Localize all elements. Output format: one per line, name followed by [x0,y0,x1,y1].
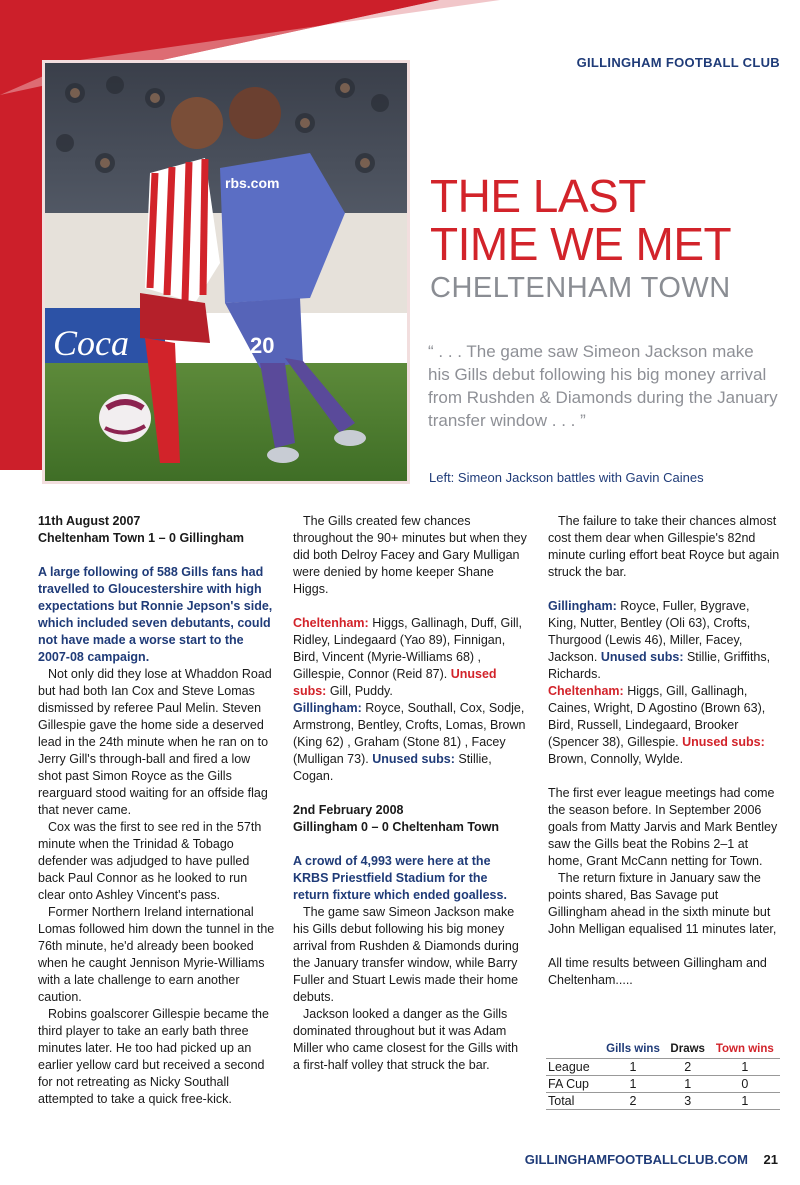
subs-text: Stillie, Cogan. [293,752,492,783]
table-row [546,1076,780,1093]
article-title [430,172,790,305]
match1-paragraph-1: Not only did they lose at Whaddon Road but had both Ian Cox and Steve Lomas dismissed by referee Paul Melin. Steven Gillespie gave the home side a deserved lead in the 24th minute when he ran on to Jerry Gill's through-ball and fired a low shot past Simon Royce as the Gills rearguard stood waiting for an offside flag that never came. [38,667,272,817]
town-wins-cell: 1 [710,1059,780,1076]
match1-date: 11th August 2007 [38,514,141,528]
match2-gillingham-lineup [548,598,780,683]
subs-label: Unused subs: [293,667,497,698]
draws-cell: 3 [666,1093,710,1110]
match1-cheltenham-lineup [293,615,527,700]
match1-paragraph-2: Cox was the first to see red in the 57th minute when the Trinidad & Tobago defender was adjudged to have pulled back Paul Connor as he looked to run clear onto Ashley Vincent's pass. [38,820,262,902]
title-opponent: CHELTENHAM TOWN [430,272,731,304]
gills-wins-cell: 2 [600,1093,666,1110]
match1-paragraph-3: Former Northern Ireland international Lomas followed him down the tunnel in the 76th minute, he'd already been booked when he caught Jennison Myrie-Williams with a late challenge to earn another caution. [38,905,275,1004]
match1-result: Cheltenham Town 1 – 0 Gillingham [38,531,245,545]
pull-quote: “ . . . The game saw Simeon Jackson make his Gills debut following his big money arrival from Rushden & Diamonds during the January transfer window . . . ” [428,342,778,430]
club-name-header: GILLINGHAM FOOTBALL CLUB [576,55,780,70]
lineup-text: Higgs, Gill, Gallinagh, Caines, Wright, D Agostino (Brown 63), Bird, Russell, Lindegaard, Brooker (Spencer 38), Gillespie. [548,684,766,749]
column-3 [548,513,780,989]
page-number: 21 [763,1152,778,1167]
subs-label: Unused subs: [600,650,684,664]
website-url: GILLINGHAMFOOTBALLCLUB.COM [524,1152,748,1167]
draws-cell: 2 [666,1059,710,1076]
match2-paragraph-1: The game saw Simeon Jackson make his Gills debut following his big money arrival from Rushden & Diamonds during the January transfer window, while Barry Fuller and Stuart Lewis made their home debuts. [293,905,519,1004]
table-row [546,1093,780,1110]
lineup-text: Higgs, Gallinagh, Duff, Gill, Ridley, Lindegaard (Yao 89), Finnigan, Bird, Vincent (Myrie-Williams 68) , Gillespie, Connor (Reid 87). [293,616,523,681]
lineup-text: Royce, Southall, Cox, Sodje, Armstrong, Bentley, Crofts, Lomas, Brown (King 62) , Graham (Stone 81) , Facey (Mulligan 73). [293,701,526,766]
history-paragraph-2: The return fixture in January saw the points shared, Bas Savage put Gillingham ahead in the sixth minute but John Melligan equalised 11 minutes later, [548,871,777,936]
match-photo [42,60,410,484]
gills-wins-cell: 1 [600,1059,666,1076]
history-paragraph-3: All time results between Gillingham and Cheltenham..... [548,956,767,987]
board-text: Coca [53,323,129,363]
page-footer [525,1152,778,1167]
history-paragraph-1: The first ever league meetings had come the season before. In September 2006 goals from Matty Jarvis and Mark Bentley saw the Gills beat the Robins 2–1 at home, Grant McCann netting for Town. [548,786,778,868]
header-gills-wins: Gills wins [606,1043,660,1055]
team-label: Cheltenham: [548,684,624,698]
town-wins-cell: 1 [710,1093,780,1110]
match1-gillingham-lineup [293,700,527,785]
all-time-results-table [546,1042,780,1110]
subs-text: Stillie, Griffiths, Richards. [548,650,771,681]
header-blank [546,1042,600,1059]
subs-label: Unused subs: [682,735,765,749]
table-row [546,1059,780,1076]
row-label: FA Cup [546,1076,600,1093]
team-label: Gillingham: [293,701,362,715]
gills-wins-cell: 1 [600,1076,666,1093]
team-label: Cheltenham: [293,616,369,630]
lineup-text: Royce, Fuller, Bygrave, King, Nutter, Bentley (Oli 63), Crofts, Thurgood (Lewis 46), Miller, Facey, Jackson. [548,599,751,664]
match2-result: Gillingham 0 – 0 Cheltenham Town [293,820,500,834]
subs-text: Brown, Connolly, Wylde. [548,752,684,766]
match1-lead: A large following of 588 Gills fans had travelled to Gloucestershire with high expectations but Ronnie Jepson's side, which included seven debutants, could not have made a worse start to the 2007-08 campaign. [38,565,273,664]
team-label: Gillingham: [548,599,617,613]
shirt-sponsor: rbs.com [225,175,280,191]
match2-cheltenham-lineup [548,683,780,768]
subs-label: Unused subs: [372,752,455,766]
header-draws: Draws [670,1043,705,1055]
match2-paragraph-2: Jackson looked a danger as the Gills dominated throughout but it was Adam Miller who came closest for the Gills with a first-half volley that struck the bar. [293,1007,519,1072]
photo-caption: Left: Simeon Jackson battles with Gavin Caines [429,470,704,485]
draws-cell: 1 [666,1076,710,1093]
shirt-number: 20 [250,333,275,358]
subs-text: Gill, Puddy. [329,684,393,698]
match2-date: 2nd February 2008 [293,803,404,817]
match2-lead: A crowd of 4,993 were here at the KRBS Priestfield Stadium for the return fixture which ended goalless. [293,854,507,902]
match2-paragraph-3: The failure to take their chances almost cost them dear when Gillespie's 82nd minute curling effort beat Royce but again struck the bar. [548,514,780,579]
match1-paragraph-4: Robins goalscorer Gillespie became the third player to take an early bath three minutes later. He too had picked up an earlier yellow card but received a second for not retreating as Nicky Southall attempted to take a quick free-kick. [38,1007,269,1106]
column-2 [293,513,527,1074]
title-line-2: TIME WE MET [430,218,732,270]
column-1 [38,513,276,1108]
match1-paragraph-5: The Gills created few chances throughout the 90+ minutes but when they did both Delroy Facey and Gary Mulligan were denied by home keeper Shane Higgs. [293,514,527,596]
row-label: League [546,1059,600,1076]
town-wins-cell: 0 [710,1076,780,1093]
row-label: Total [546,1093,600,1110]
header-town-wins: Town wins [715,1043,774,1055]
title-line-1: THE LAST [430,170,646,222]
